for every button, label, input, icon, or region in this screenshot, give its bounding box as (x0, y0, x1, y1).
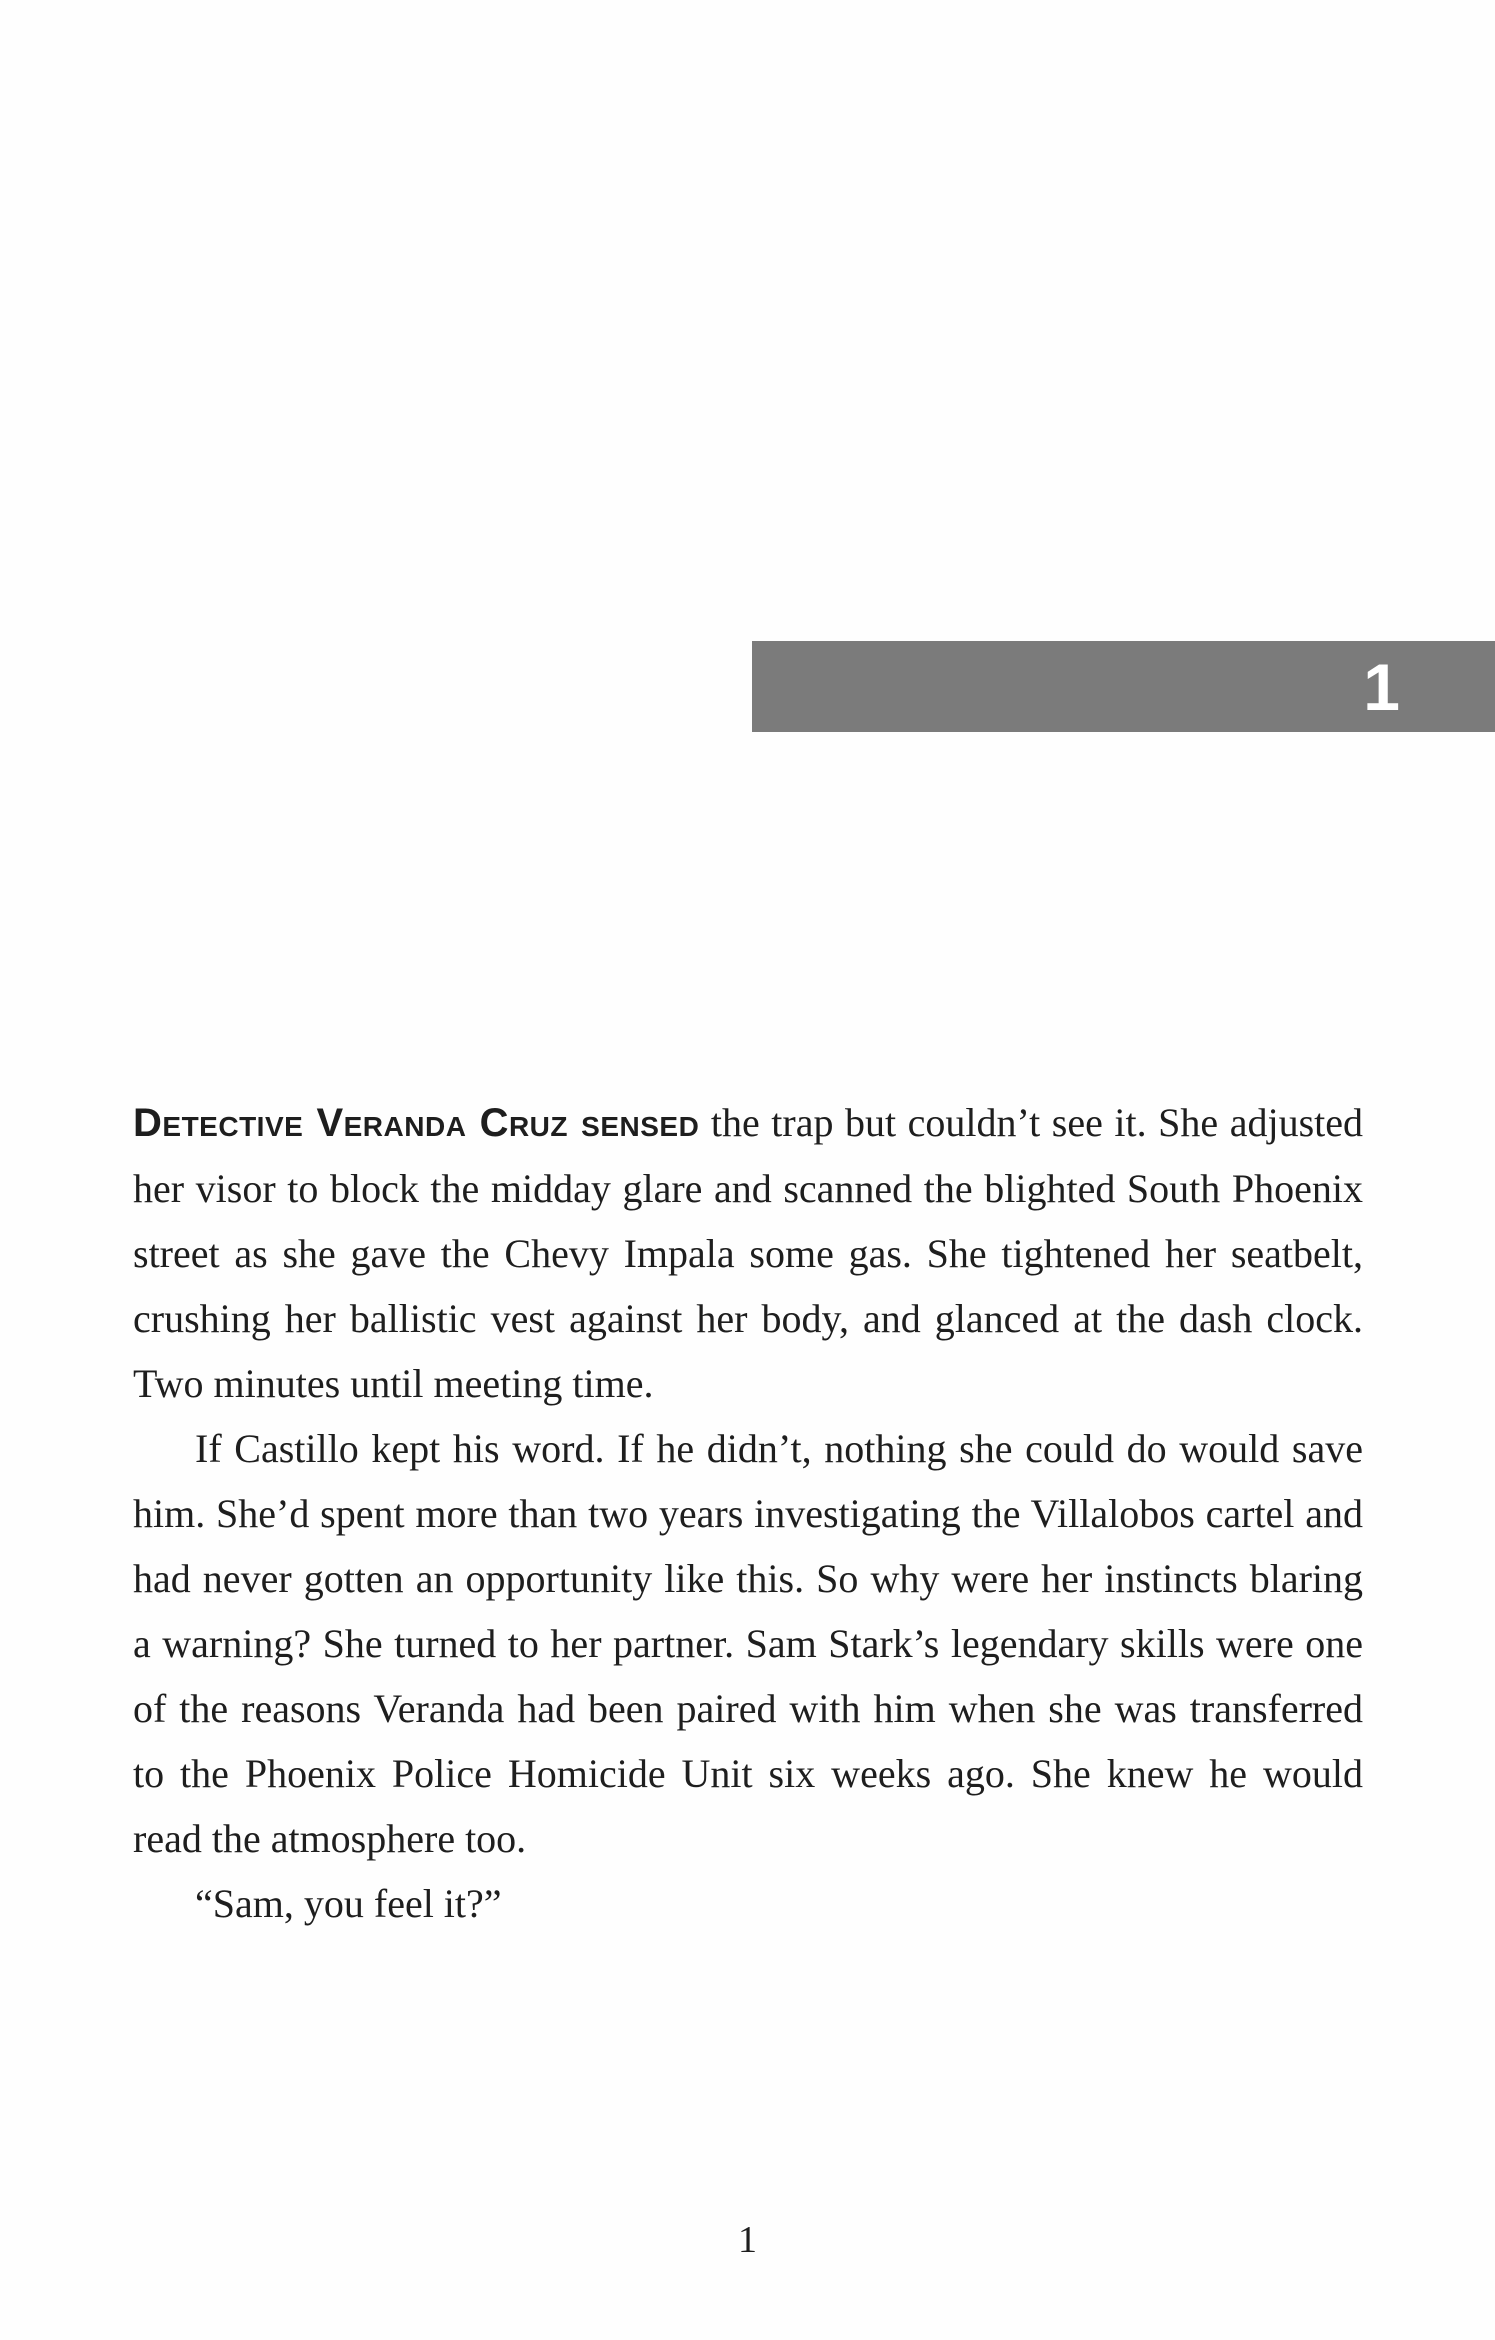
paragraph-1-text: the trap but couldn’t see it. She adjusted her visor to block the midday glare and scanned the blighted South Phoenix street as she gave the Chevy Impala some gas. She tightened her seatbelt, crushing her ballistic vest against her body, and glanced at the dash clock. Two minutes until meeting time. (133, 1100, 1364, 1406)
paragraph-2: If Castillo kept his word. If he didn’t, nothing she could do would save him. She’d spent more than two years investigating the Villalobos cartel and had never gotten an opportunity like this. So why were her instincts blaring a warning? She turned to her partner. Sam Stark’s legendary skills were one of the reasons Veranda had been paired with him when she was transferred to the Phoenix Police Homicide Unit six weeks ago. She knew he would read the atmosphere too. (133, 1426, 1363, 1861)
page-number: 1 (738, 2219, 757, 2261)
paragraph-1 (133, 1090, 1363, 1416)
chapter-banner (752, 641, 1495, 732)
lead-in-small-caps: Detective Veranda Cruz sensed (133, 1101, 700, 1145)
chapter-number: 1 (1363, 650, 1400, 724)
chapter-body (133, 1090, 1363, 1936)
paragraph-3: “Sam, you feel it?” (195, 1881, 502, 1926)
